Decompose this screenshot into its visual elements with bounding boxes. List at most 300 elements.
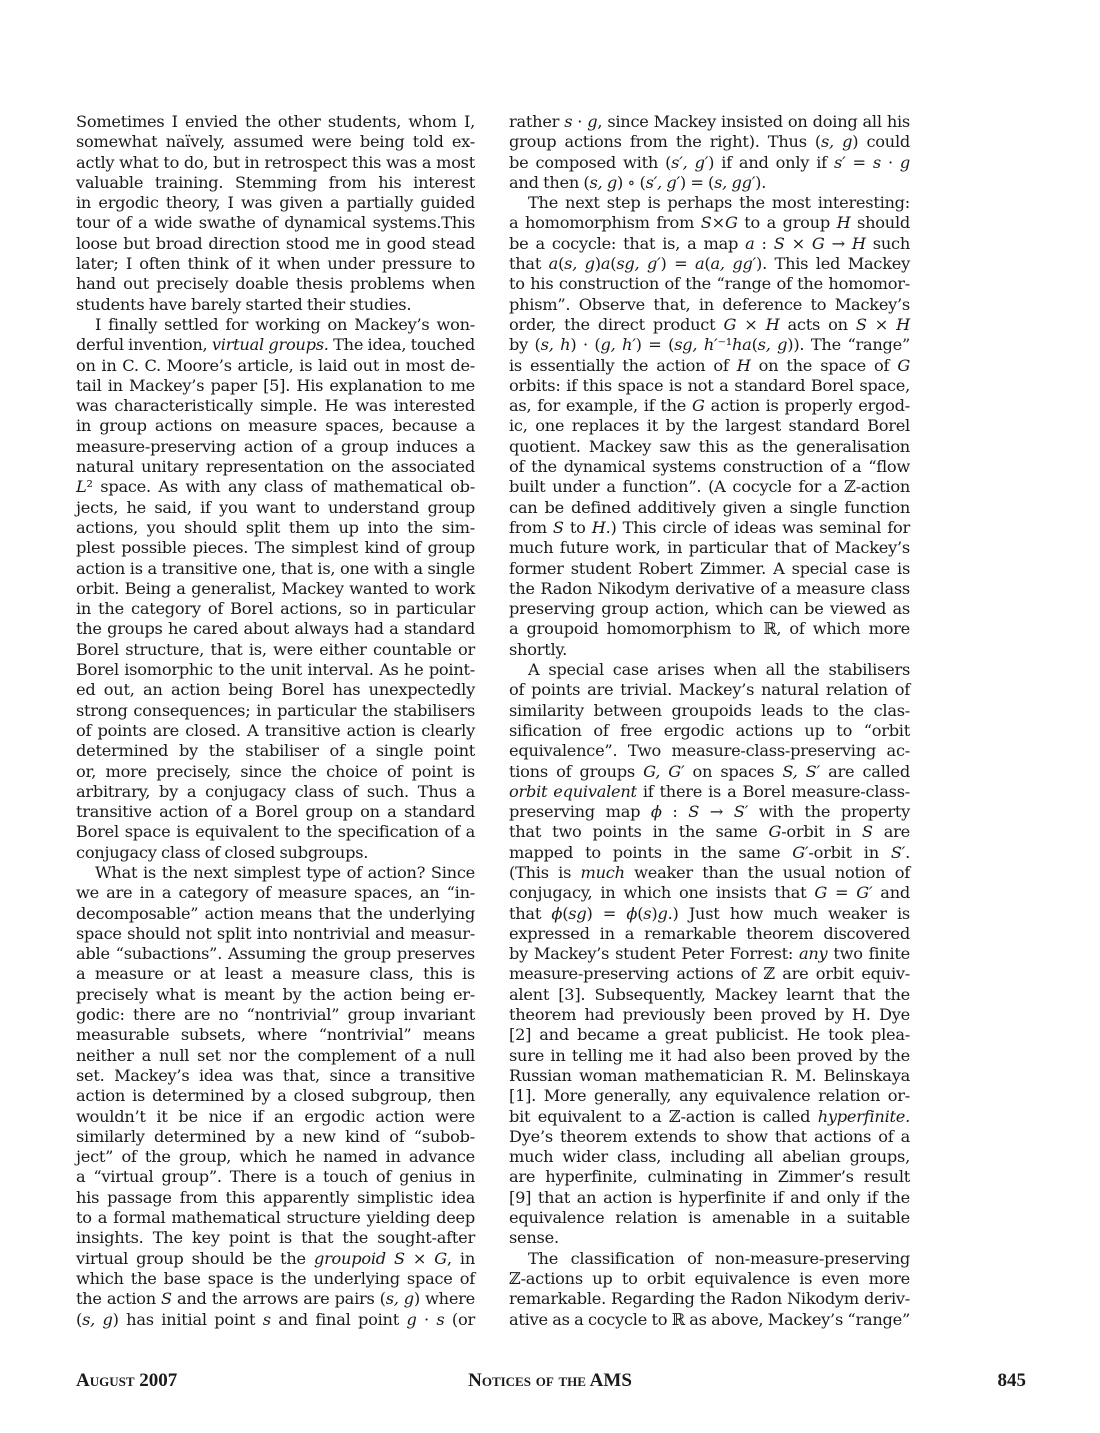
- text-run: ℤ-actions up to orbit equivalence is even more: [509, 1268, 910, 1288]
- italic-text: g, h′: [600, 335, 636, 355]
- text-run: virtual group should be the: [76, 1248, 314, 1268]
- text-line: [509, 741, 910, 761]
- text-line: [76, 173, 475, 193]
- italic-text: G: [692, 396, 705, 416]
- text-line: [509, 376, 910, 396]
- text-line: [76, 1289, 475, 1309]
- italic-text: g: [406, 1309, 417, 1329]
- text-run: can be defined additively given a single function: [509, 497, 910, 517]
- text-run: derful invention,: [76, 335, 212, 355]
- text-run: ×: [784, 233, 812, 253]
- text-run: theorem had previously been proved by H. Dye: [509, 1005, 910, 1025]
- text-run: somewhat naïvely, assumed were being told ex-: [76, 132, 475, 152]
- text-line: [509, 356, 910, 376]
- text-line: [509, 274, 910, 294]
- text-run: ed out, an action being Borel has unexpectedly: [76, 680, 475, 700]
- italic-text: sg: [568, 903, 587, 923]
- text-run: phism”. Observe that, in deference to Mackey’s: [509, 294, 910, 314]
- text-line: [76, 1005, 475, 1025]
- text-run: ) =: [586, 903, 627, 923]
- text-line: [509, 1310, 910, 1330]
- text-run: )). The “range”: [787, 335, 911, 355]
- text-line: [76, 274, 475, 294]
- text-line: [76, 112, 475, 132]
- text-run: -orbit in: [808, 842, 891, 862]
- text-line: [509, 1005, 910, 1025]
- text-run: of points are trivial. Mackey’s natural relation of: [509, 680, 910, 700]
- text-run: such: [865, 233, 910, 253]
- text-line: [76, 437, 475, 457]
- italic-text: S: [700, 213, 712, 233]
- paragraph: [76, 315, 475, 863]
- italic-text: sg, g′: [616, 254, 661, 274]
- text-run: tail in Mackey’s paper [5]. His explanation to me: [76, 375, 475, 395]
- italic-text: hyperfinite.: [817, 1106, 910, 1126]
- text-run: by Mackey’s student Peter Forrest:: [509, 944, 799, 964]
- text-line: [509, 721, 910, 741]
- text-run: bit equivalent to a ℤ-action is called: [509, 1106, 818, 1126]
- text-run: of points are closed. A transitive action is clearly: [76, 720, 475, 740]
- text-run: alent [3]. Subsequently, Mackey learnt that the: [509, 984, 910, 1004]
- text-run: .) Just how much weaker is: [667, 903, 910, 923]
- text-line: [509, 1107, 910, 1127]
- text-run: that: [509, 903, 552, 923]
- text-line: [509, 559, 910, 579]
- text-run: and the arrows are pairs (: [171, 1289, 386, 1309]
- text-run: much future work, in particular that of Mackey’s: [509, 538, 910, 558]
- text-line: [76, 1127, 475, 1147]
- text-run: to his construction of the “range of the homomor-: [509, 274, 910, 294]
- text-run: ) where: [413, 1289, 475, 1309]
- text-run: ·: [416, 1309, 437, 1329]
- text-run: if there is a Borel measure-class-: [636, 781, 910, 801]
- text-run: and then (: [509, 172, 590, 192]
- italic-text: G′: [792, 842, 809, 862]
- text-line: [76, 863, 475, 883]
- text-run: ative as a cocycle to ℝ as above, Mackey’s “range”: [509, 1309, 910, 1329]
- paragraph: [509, 1249, 910, 1330]
- text-line: [509, 680, 910, 700]
- text-run: orbit. Being a generalist, Mackey wanted to work: [76, 578, 475, 598]
- italic-text: s, g: [589, 172, 617, 192]
- italic-text: H: [765, 314, 780, 334]
- italic-text: s: [643, 903, 652, 923]
- text-run: orbits: if this space is not a standard Borel space,: [509, 375, 910, 395]
- text-run: Borel space is equivalent to the specification of a: [76, 822, 475, 842]
- text-line: [76, 680, 475, 700]
- text-run: much wider class, including all abelian groups,: [509, 1147, 910, 1167]
- text-line: [509, 498, 910, 518]
- text-run: a “virtual group”. There is a touch of genius in: [76, 1167, 475, 1187]
- text-run: with the property: [748, 802, 911, 822]
- text-line: [76, 843, 475, 863]
- text-run: I finally settled for working on Mackey’s won-: [95, 314, 475, 334]
- italic-text: S: [552, 517, 564, 537]
- text-run: [9] that an action is hyperfinite if and only if the: [509, 1187, 910, 1207]
- text-line: [76, 153, 475, 173]
- text-line: [76, 518, 475, 538]
- text-run: ) = (: [635, 335, 675, 355]
- text-run: -orbit in: [781, 822, 862, 842]
- paragraph: [76, 112, 475, 315]
- text-run: that two points in the same: [509, 822, 769, 842]
- text-run: on in C. C. Moore’s article, is laid out in most de-: [76, 355, 475, 375]
- text-run: in the category of Borel actions, so in particular: [76, 599, 475, 619]
- text-run: sense.: [509, 1228, 559, 1248]
- text-run: ) has initial point: [112, 1309, 263, 1329]
- text-run: of the dynamical systems construction of a “flow: [509, 457, 910, 477]
- text-line: [509, 477, 910, 497]
- text-run: arbitrary, by a conjugacy class of such. Thus a: [76, 781, 475, 801]
- text-run: Sometimes I envied the other students, whom I,: [76, 112, 475, 131]
- text-run: set. Mackey’s idea was that, since a transitive: [76, 1065, 475, 1085]
- text-line: [509, 579, 910, 599]
- text-run: able “subactions”. Assuming the group preserves: [76, 944, 475, 964]
- italic-text: virtual groups.: [211, 335, 329, 355]
- text-run: measurable subsets, where “nontrivial” means: [76, 1025, 475, 1045]
- italic-text: L: [76, 477, 87, 497]
- text-line: [76, 701, 475, 721]
- italic-text: H: [836, 213, 851, 233]
- text-line: [76, 1269, 475, 1289]
- text-run: built under a function”. (A cocycle for a ℤ-action: [509, 477, 910, 497]
- text-run: ×: [866, 314, 897, 334]
- text-line: [76, 1147, 475, 1167]
- italic-text: s: [564, 112, 573, 131]
- text-run: a homomorphism from: [509, 213, 701, 233]
- text-run: ). This led Mackey: [756, 254, 911, 274]
- text-run: students have barely started their studies.: [76, 294, 412, 314]
- text-line: [76, 396, 475, 416]
- text-line: [509, 315, 910, 335]
- italic-text: sg, h′: [674, 335, 718, 355]
- text-run: order, the direct product: [509, 314, 724, 334]
- text-run: sure in telling me it had also been proved by the: [509, 1045, 910, 1065]
- text-run: are: [872, 822, 910, 842]
- text-line: [76, 822, 475, 842]
- text-line: [509, 1066, 910, 1086]
- text-run: →: [699, 802, 734, 822]
- text-run: tions of groups: [509, 761, 644, 781]
- text-run: :: [754, 233, 774, 253]
- text-run: preserving group action, which can be viewed as: [509, 599, 910, 619]
- text-line: [509, 822, 910, 842]
- text-line: [76, 660, 475, 680]
- text-line: [76, 964, 475, 984]
- text-line: [76, 1086, 475, 1106]
- italic-text: s, gg′: [714, 172, 756, 192]
- text-run: hand out precisely doable thesis problems when: [76, 274, 475, 294]
- text-run: remarkable. Regarding the Radon Nikodym deriv-: [509, 1289, 910, 1309]
- paragraph: [509, 193, 910, 660]
- text-run: natural unitary representation on the associated: [76, 457, 475, 477]
- text-run: or, more precisely, since the choice of point is: [76, 761, 475, 781]
- text-run: was characteristically simple. He was interested: [76, 396, 475, 416]
- text-run: Borel isomorphic to the unit interval. As he point-: [76, 660, 475, 680]
- text-run: ) = (: [679, 172, 715, 192]
- text-line: [76, 1046, 475, 1066]
- text-run: in ergodic theory, I was given a partially guided: [76, 193, 475, 213]
- text-run: decomposable” action means that the underlying: [76, 903, 475, 923]
- text-run: by (: [509, 335, 541, 355]
- text-line: [509, 518, 910, 538]
- text-line: [76, 498, 475, 518]
- text-line: [76, 640, 475, 660]
- text-line: [509, 1249, 910, 1269]
- text-line: [509, 153, 910, 173]
- italic-text: S′: [890, 842, 906, 862]
- text-run: (: [76, 1309, 83, 1329]
- text-line: [76, 254, 475, 274]
- italic-text: H: [591, 517, 606, 537]
- text-line: [76, 721, 475, 741]
- text-line: [76, 376, 475, 396]
- text-line: [509, 1046, 910, 1066]
- italic-text: S: [855, 314, 867, 334]
- text-run: expressed in a remarkable theorem discovered: [509, 923, 910, 943]
- text-run: Russian woman mathematician R. M. Belinskaya: [509, 1065, 910, 1085]
- text-line: [76, 213, 475, 233]
- italic-text: G: [811, 233, 825, 253]
- text-run: plest possible pieces. The simplest kind of group: [76, 538, 475, 558]
- text-line: [509, 985, 910, 1005]
- text-line: [76, 132, 475, 152]
- text-run: determined by the stabiliser of a single point: [76, 741, 475, 761]
- text-line: [76, 416, 475, 436]
- text-line: [76, 477, 475, 497]
- text-run: weaker than the usual notion of: [624, 862, 910, 882]
- text-line: [509, 254, 910, 274]
- text-run: .) This circle of ideas was seminal for: [605, 517, 910, 537]
- text-run: are called: [819, 761, 910, 781]
- text-run: similarly determined by a new kind of “subob-: [76, 1126, 475, 1146]
- text-run: equivalence”. Two measure-class-preserving ac-: [509, 741, 910, 761]
- text-run: (: [562, 903, 569, 923]
- text-run: →: [824, 233, 852, 253]
- text-line: [509, 457, 910, 477]
- text-run: The idea, touched: [328, 335, 475, 355]
- text-run: =: [845, 152, 873, 172]
- text-line: [76, 904, 475, 924]
- text-run: ): [651, 903, 658, 923]
- text-run: [2] and became a great publicist. He took plea-: [509, 1025, 910, 1045]
- paragraph: [509, 112, 910, 193]
- text-line: [509, 883, 910, 903]
- page-number: 845: [997, 1370, 1026, 1391]
- italic-text: S′: [733, 802, 749, 822]
- text-line: [509, 599, 910, 619]
- text-run: the Radon Nikodym derivative of a measure class: [509, 578, 910, 598]
- text-line: [76, 1208, 475, 1228]
- text-run: rather: [509, 112, 565, 131]
- italic-text: a: [745, 233, 755, 253]
- text-run: shortly.: [509, 639, 568, 659]
- text-line: [76, 538, 475, 558]
- text-run: ject” of the group, which he named in advance: [76, 1147, 475, 1167]
- text-line: [76, 295, 475, 315]
- text-line: [509, 924, 910, 944]
- text-run: as, for example, if the: [509, 396, 693, 416]
- italic-text: g: [657, 903, 668, 923]
- text-line: [509, 802, 910, 822]
- text-run: quotient. Mackey saw this as the generalisation: [509, 436, 910, 456]
- text-run: former student Robert Zimmer. A special case is: [509, 558, 910, 578]
- text-run: godic: there are no “nontrivial” group invariant: [76, 1005, 475, 1025]
- italic-text: g: [587, 112, 598, 131]
- text-run: in group actions on measure spaces, because a: [76, 416, 475, 436]
- text-run: , since Mackey insisted on doing all his: [597, 112, 910, 131]
- text-run: two finite: [827, 944, 910, 964]
- text-run: action is a transitive one, that is, one with a single: [76, 558, 475, 578]
- text-run: preserving map: [509, 802, 651, 822]
- text-run: space should not split into nontrivial and measur-: [76, 923, 475, 943]
- paragraph: [509, 660, 910, 1249]
- text-run: be composed with (: [509, 152, 672, 172]
- text-line: [76, 883, 475, 903]
- text-line: [509, 173, 910, 193]
- text-line: [509, 1167, 910, 1187]
- italic-text: H: [736, 355, 751, 375]
- text-run: (: [610, 254, 617, 274]
- text-line: [509, 863, 910, 883]
- footer-date: August 2007: [76, 1370, 178, 1391]
- text-run: ×: [736, 314, 766, 334]
- text-run: ² space. As with any class of mathematical ob-: [86, 477, 475, 497]
- text-run: =: [827, 883, 857, 903]
- text-run: wouldn’t it be nice if an ergodic action were: [76, 1106, 475, 1126]
- text-run: measure-preserving actions of ℤ are orbit equiv-: [509, 964, 910, 984]
- italic-text: s, g: [757, 335, 788, 355]
- text-run: ic, one replaces it by the largest standard Borel: [509, 416, 910, 436]
- text-line: [509, 1127, 910, 1147]
- text-run: ·: [880, 152, 900, 172]
- text-run: (: [558, 254, 565, 274]
- text-line: [509, 1188, 910, 1208]
- text-run: action is properly ergod-: [704, 396, 910, 416]
- text-run: ) if and only if: [708, 152, 834, 172]
- footer-journal-title: Notices of the AMS: [468, 1370, 632, 1391]
- italic-text: G: [723, 314, 737, 334]
- text-line: [76, 924, 475, 944]
- text-line: [76, 1025, 475, 1045]
- text-run: his passage from this apparently simplistic idea: [76, 1187, 475, 1207]
- text-run: action is determined by a closed subgroup, then: [76, 1086, 475, 1106]
- text-line: [76, 619, 475, 639]
- text-run: The classification of non-measure-preserving: [528, 1248, 910, 1268]
- text-run: a groupoid homomorphism to ℝ, of which more: [509, 619, 910, 639]
- text-run: transitive action of a Borel group on a standard: [76, 802, 475, 822]
- text-line: [76, 1066, 475, 1086]
- italic-text: G: [768, 822, 782, 842]
- italic-text: s: [436, 1309, 445, 1329]
- text-run: actions, you should split them up into the sim-: [76, 517, 475, 537]
- italic-text: groupoid S: [313, 1248, 405, 1268]
- left-column: [76, 112, 475, 1330]
- italic-text: s′, g′: [645, 172, 680, 192]
- text-line: [76, 762, 475, 782]
- text-run: be a cocycle: that is, a map: [509, 233, 746, 253]
- text-line: [76, 1107, 475, 1127]
- text-line: [76, 741, 475, 761]
- italic-text: s, g: [564, 254, 595, 274]
- text-line: [509, 762, 910, 782]
- text-line: [509, 538, 910, 558]
- italic-text: H: [896, 314, 911, 334]
- text-run: actly what to do, but in retrospect this was a most: [76, 152, 475, 172]
- italic-text: s, h: [540, 335, 571, 355]
- text-run: mapped to points in the same: [509, 842, 793, 862]
- italic-text: S: [773, 233, 785, 253]
- italic-text: G: [434, 1248, 447, 1268]
- text-line: [509, 396, 910, 416]
- text-line: [509, 1025, 910, 1045]
- italic-text: S, S′: [782, 761, 820, 781]
- text-line: [509, 1086, 910, 1106]
- italic-text: s′: [833, 152, 846, 172]
- text-line: [76, 1188, 475, 1208]
- text-line: [76, 559, 475, 579]
- italic-text: s′, g′: [671, 152, 709, 172]
- text-run: , in: [446, 1248, 475, 1268]
- text-run: should: [850, 213, 910, 233]
- italic-text: a: [600, 254, 611, 274]
- italic-text: S: [688, 802, 700, 822]
- text-line: [509, 701, 910, 721]
- text-line: [509, 1147, 910, 1167]
- italic-text: orbit equivalent: [509, 781, 637, 801]
- text-line: [76, 802, 475, 822]
- text-run: on the space of: [750, 355, 898, 375]
- text-run: strong consequences; in particular the stabilisers: [76, 700, 475, 720]
- text-run: tour of a wide swathe of dynamical systems.This: [76, 213, 475, 233]
- text-run: (or: [444, 1309, 475, 1329]
- text-run: sification of free ergodic actions up to “orbit: [509, 720, 910, 740]
- text-run: measure-preserving action of a group induces a: [76, 436, 475, 456]
- text-run: Dye’s theorem extends to show that actions of a: [509, 1126, 910, 1146]
- text-line: [76, 579, 475, 599]
- text-line: [509, 843, 910, 863]
- text-line: [509, 416, 910, 436]
- text-line: [509, 904, 910, 924]
- text-run: which the base space is the underlying space of: [76, 1268, 475, 1288]
- italic-text: H: [851, 233, 866, 253]
- text-run: ) · (: [570, 335, 601, 355]
- text-line: [509, 964, 910, 984]
- text-line: [76, 1249, 475, 1269]
- italic-text: g: [899, 152, 911, 172]
- text-run: (: [751, 335, 758, 355]
- text-line: [509, 234, 910, 254]
- italic-text: S: [161, 1289, 172, 1309]
- text-run: similarity between groupoids leads to the clas-: [509, 700, 910, 720]
- text-run: insights. The key point is that the sought-after: [76, 1228, 475, 1248]
- italic-text: G: [724, 213, 738, 233]
- text-run: ) ∘ (: [616, 172, 646, 192]
- text-run: ) could: [852, 132, 910, 152]
- text-run: (This is: [509, 862, 581, 882]
- text-run: and: [872, 883, 911, 903]
- text-run: and final point: [270, 1309, 407, 1329]
- text-line: [509, 782, 910, 802]
- italic-text: G: [814, 883, 828, 903]
- italic-text: s, g: [385, 1289, 414, 1309]
- text-run: we are in a category of measure spaces, an “in-: [76, 883, 475, 903]
- text-run: ×: [711, 213, 725, 233]
- text-line: [76, 193, 475, 213]
- text-line: [76, 356, 475, 376]
- text-line: [509, 619, 910, 639]
- italic-text: s, g: [82, 1309, 113, 1329]
